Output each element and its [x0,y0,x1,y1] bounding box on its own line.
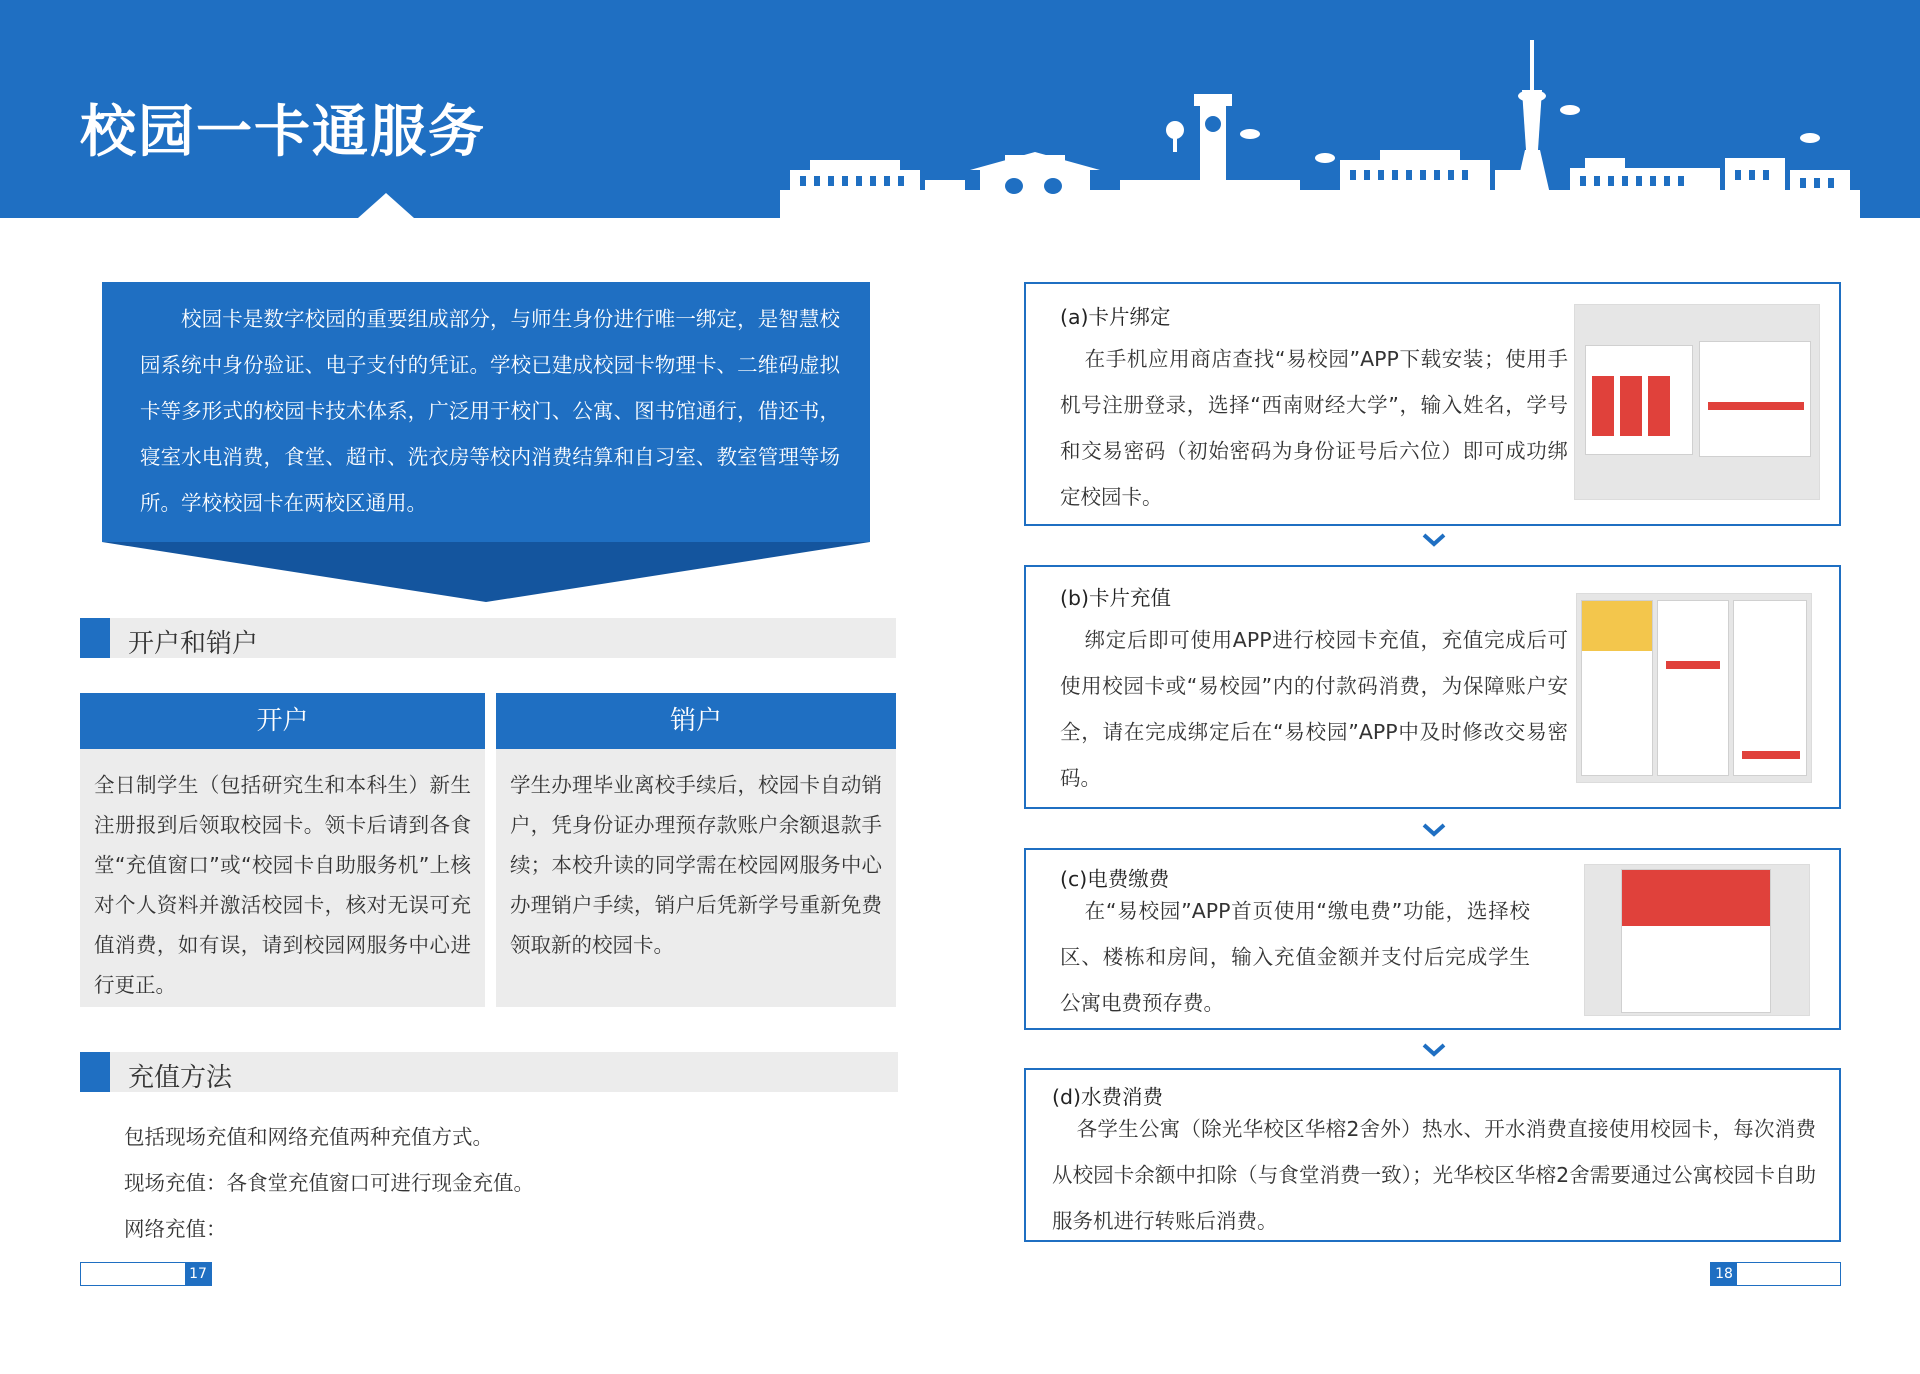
header-notch [358,193,414,218]
step-card-water [1024,1068,1841,1242]
step-card-electricity [1024,848,1841,1030]
step-card-bind [1024,282,1841,526]
section-heading-recharge [80,1052,898,1092]
step-text: 在“易校园”APP首页使用“缴电费”功能，选择校区、楼栋和房间，输入充值金额并支付后完成学生公寓电费预存费。 [1060,899,1530,1015]
city-skyline-illustration [780,30,1860,218]
step-title: (d)水费消费 [1052,1085,1164,1109]
intro-box-arrow [102,542,870,602]
step-title: (b)卡片充值 [1060,586,1172,610]
section-heading-label: 充值方法 [128,1063,233,1093]
page-number-left: 17 [185,1263,211,1285]
intro-text: 校园卡是数字校园的重要组成部分，与师生身份进行唯一绑定，是智慧校园系统中身份验证、电子支付的凭证。学校已建成校园卡物理卡、二维码虚拟卡等多形式的校园卡技术体系，广泛用于校门、公寓、图书馆通行，借还书，寝室水电消费，食堂、超市、洗衣房等校内消费结算和自习室、教室管理等场所。学校校园卡在两校区通用。 [140,307,840,515]
page-title: 校园一卡通服务 [80,100,486,165]
header-banner [0,0,1920,218]
phone-screen [1581,600,1653,776]
phone-screen [1621,869,1771,1013]
app-screenshot-recharge [1576,593,1812,783]
open-account-text: 全日制学生（包括研究生和本科生）新生注册报到后领取校园卡。领卡后请到各食堂“充值窗口”或“校园卡自助服务机”上核对个人资料并激活校园卡，核对无误可充值消费，如有误，请到校园网服务中心进行更正。 [80,749,485,1007]
step-card-recharge [1024,565,1841,809]
step-title: (a)卡片绑定 [1060,305,1171,329]
app-screenshot-bind [1574,304,1820,500]
chevron-down-icon [1421,1042,1447,1058]
section-heading-label: 开户和销户 [128,629,259,659]
phone-screen [1585,345,1693,455]
step-title: (c)电费缴费 [1060,867,1170,891]
app-screenshot-electricity [1584,864,1810,1016]
phone-screen [1699,341,1811,457]
page-number-right-box [1710,1262,1841,1286]
page-number-right: 18 [1711,1263,1737,1285]
recharge-line: 包括现场充值和网络充值两种充值方式。 [124,1125,493,1149]
section-heading-open-close [80,618,896,658]
section-marker [80,1052,110,1092]
section-marker [80,618,110,658]
page-number-left-box [80,1262,212,1286]
recharge-line: 现场充值：各食堂充值窗口可进行现金充值。 [124,1171,534,1195]
open-account-header: 开户 [80,693,485,749]
intro-box [102,282,870,542]
step-text: 在手机应用商店查找“易校园”APP下载安装；使用手机号注册登录，选择“西南财经大学”，输入姓名，学号和交易密码（初始密码为身份证号后六位）即可成功绑定校园卡。 [1060,347,1568,509]
recharge-line: 网络充值： [124,1217,227,1241]
chevron-down-icon [1421,532,1447,548]
close-account-text: 学生办理毕业离校手续后，校园卡自动销户，凭身份证办理预存款账户余额退款手续；本校升读的同学需在校园网服务中心办理销户手续，销户后凭新学号重新免费领取新的校园卡。 [496,749,896,1007]
step-text: 绑定后即可使用APP进行校园卡充值，充值完成后可使用校园卡或“易校园”内的付款码消费，为保障账户安全，请在完成绑定后在“易校园”APP中及时修改交易密码。 [1060,628,1568,790]
phone-screen [1657,600,1729,776]
close-account-header: 销户 [496,693,896,749]
phone-screen [1733,600,1807,776]
step-text: 各学生公寓（除光华校区华榕2舍外）热水、开水消费直接使用校园卡，每次消费从校园卡余额中扣除（与食堂消费一致）；光华校区华榕2舍需要通过公寓校园卡自助服务机进行转账后消费。 [1052,1117,1816,1233]
chevron-down-icon [1421,822,1447,838]
